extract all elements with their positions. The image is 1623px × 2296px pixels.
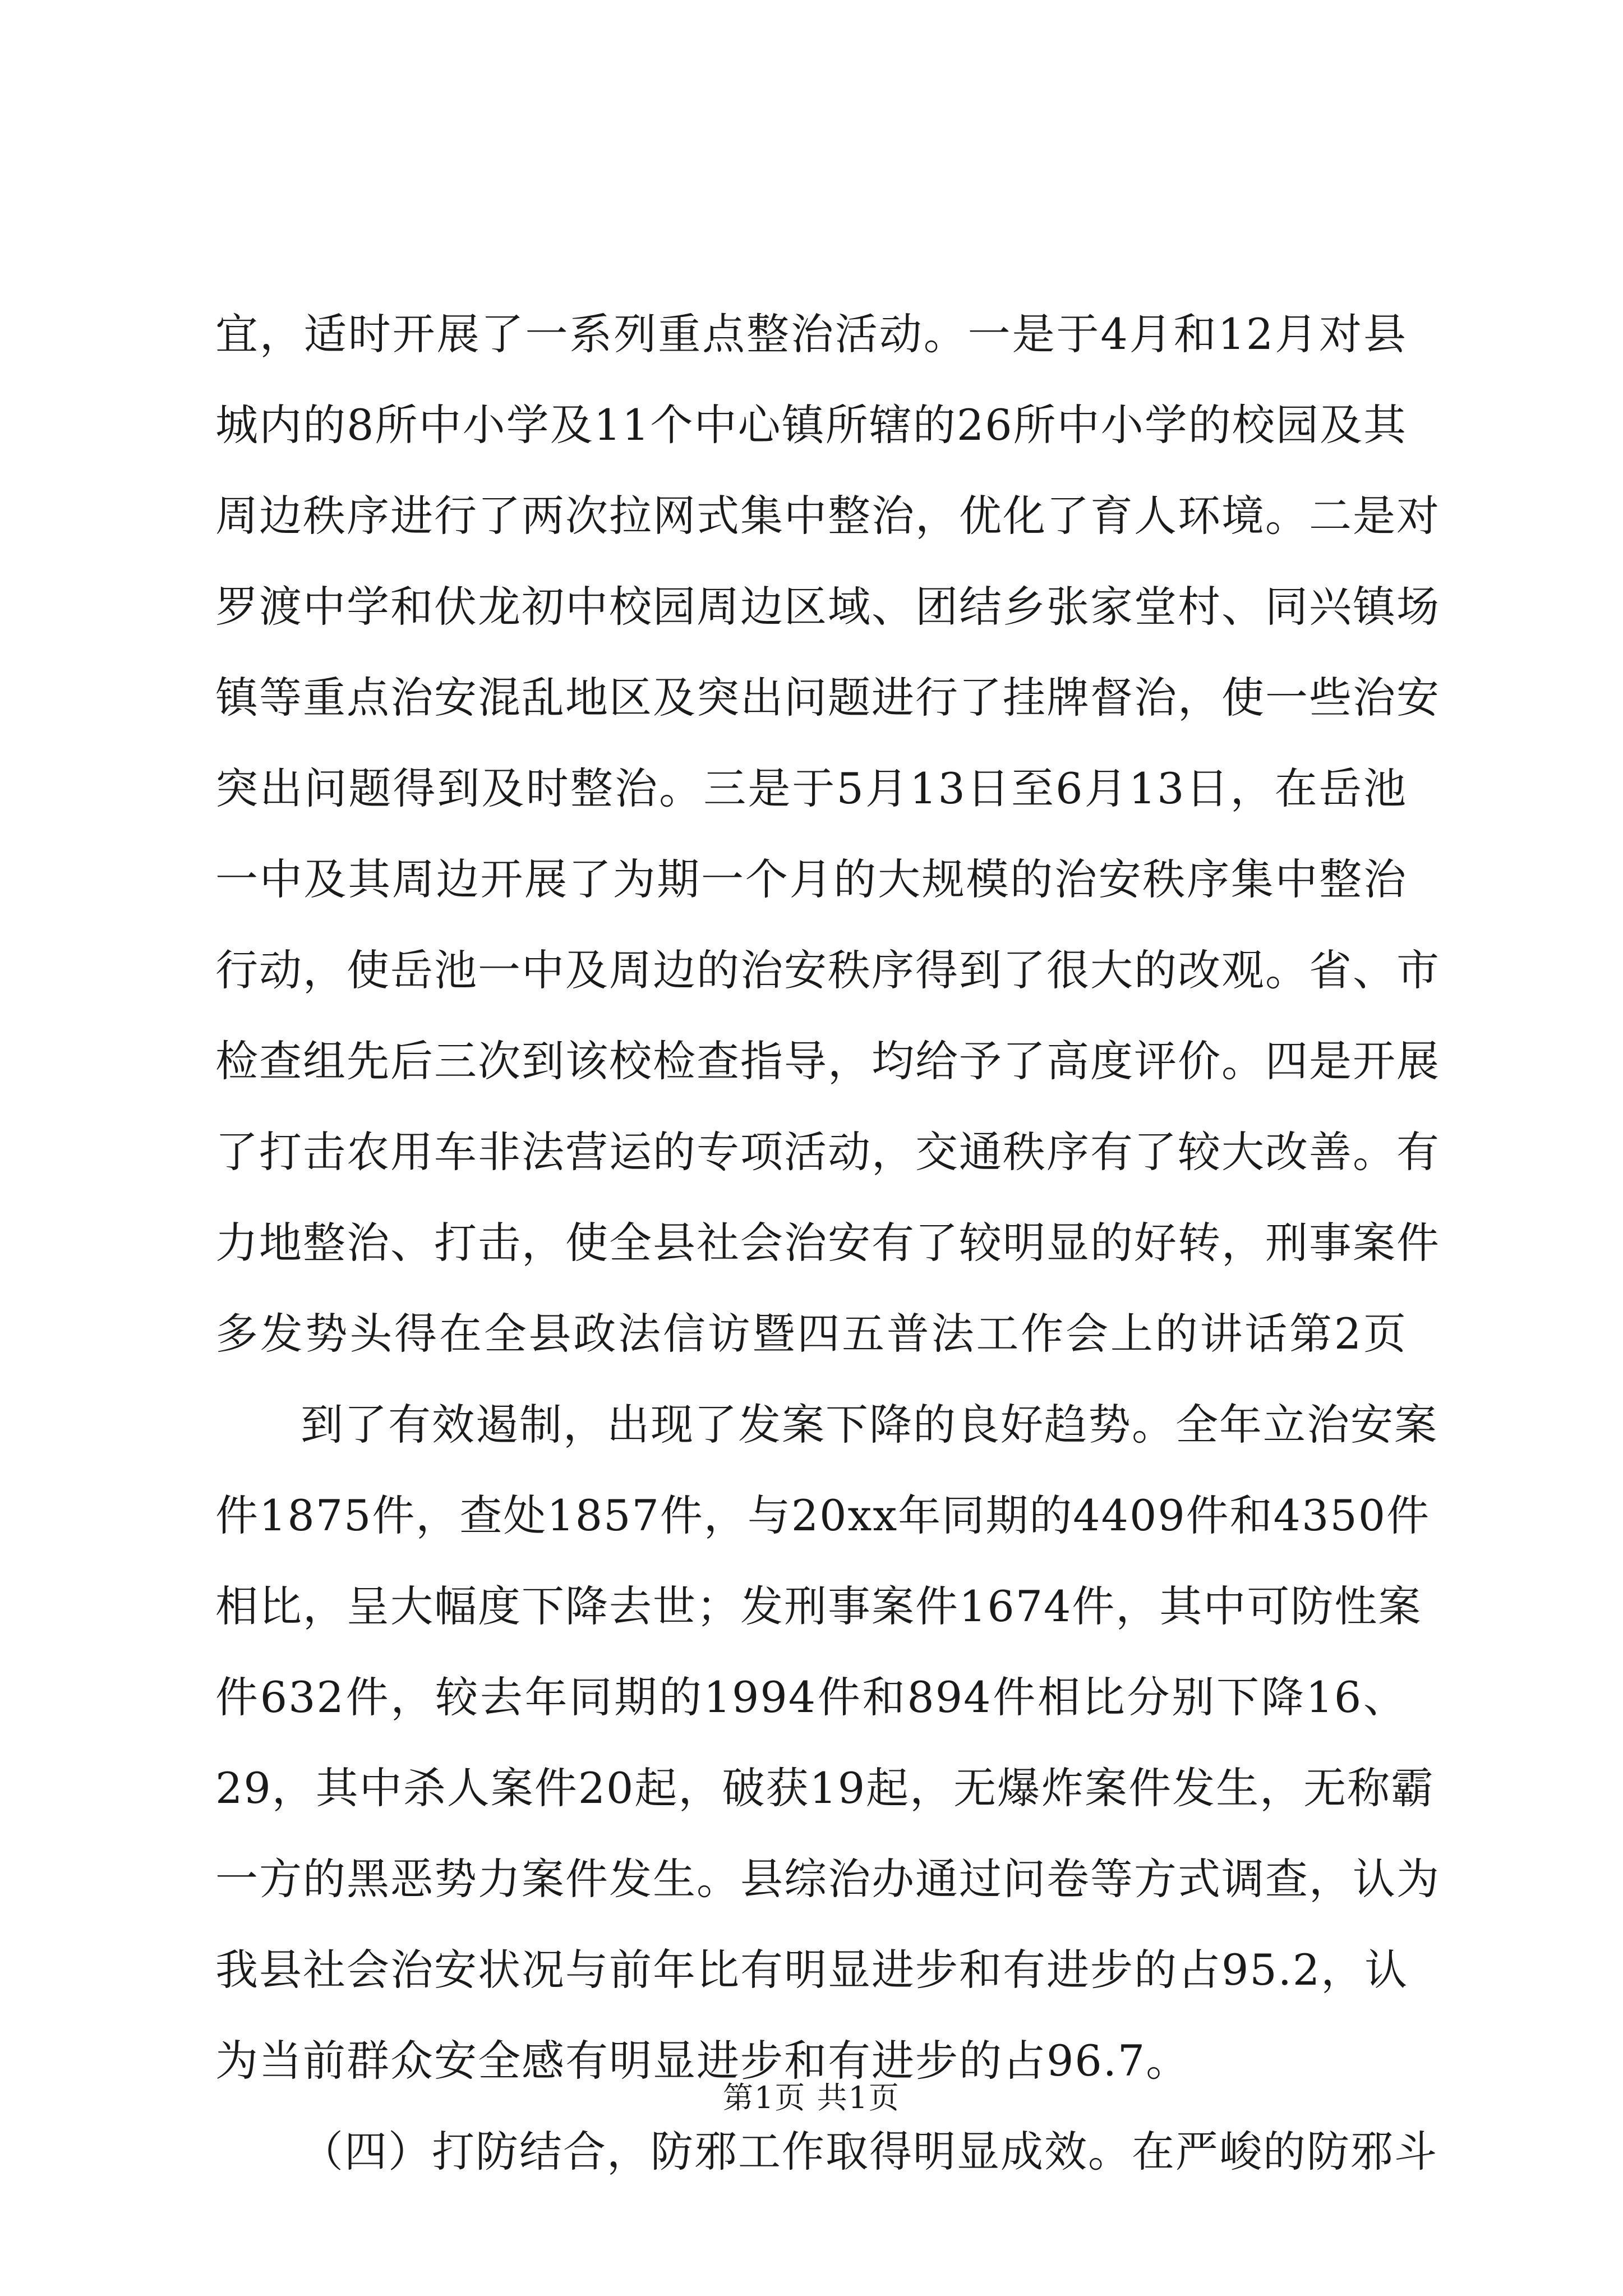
- text-line: 镇等重点治安混乱地区及突出问题进行了挂牌督治，使一些治安: [215, 673, 1440, 723]
- text-line: 一方的黑恶势力案件发生。县综治办通过问卷等方式调查，认为: [215, 1854, 1440, 1904]
- text-line: 力地整治、打击，使全县社会治安有了较明显的好转，刑事案件: [215, 1218, 1440, 1268]
- text-line: 一中及其周边开展了为期一个月的大规模的治安秩序集中整治: [215, 854, 1407, 904]
- section-heading-line: （四）打防结合，防邪工作取得明显成效。在严峻的防邪斗: [301, 2127, 1438, 2177]
- page-footer: [0, 2078, 1623, 2118]
- text-line: 相比，呈大幅度下降去世；发刑事案件1674件，其中可防性案: [215, 1581, 1422, 1631]
- paragraph-last-line: 为当前群众安全感有明显进步和有进步的占96.7。: [215, 2036, 1190, 2086]
- text-line: 检查组先后三次到该校检查指导，均给予了高度评价。四是开展: [215, 1036, 1440, 1086]
- text-line: 件632件，较去年同期的1994件和894件相比分别下降16、: [215, 1672, 1407, 1722]
- text-line: 城内的8所中小学及11个中心镇所辖的26所中小学的校园及其: [215, 400, 1407, 450]
- text-line: 行动，使岳池一中及周边的治安秩序得到了很大的改观。省、市: [215, 945, 1440, 995]
- text-line: 了打击农用车非法营运的专项活动，交通秩序有了较大改善。有: [215, 1127, 1440, 1177]
- text-line: 宜，适时开展了一系列重点整治活动。一是于4月和12月对县: [215, 309, 1407, 359]
- page-indicator: 第1页 共1页: [723, 2080, 900, 2115]
- text-line: 罗渡中学和伏龙初中校园周边区域、团结乡张家堂村、同兴镇场: [215, 582, 1440, 632]
- text-line: 周边秩序进行了两次拉网式集中整治，优化了育人环境。二是对: [215, 491, 1440, 541]
- text-line: 多发势头得在全县政法信访暨四五普法工作会上的讲话第2页: [215, 1309, 1407, 1359]
- text-line: 突出问题得到及时整治。三是于5月13日至6月13日，在岳池: [215, 763, 1407, 813]
- text-line: 件1875件，查处1857件，与20xx年同期的4409件和4350件: [215, 1490, 1431, 1540]
- paragraph-first-line: 到了有效遏制，出现了发案下降的良好趋势。全年立治安案: [301, 1400, 1438, 1450]
- document-body: [215, 289, 1440, 2197]
- text-line: 29，其中杀人案件20起，破获19起，无爆炸案件发生，无称霸: [215, 1763, 1435, 1813]
- text-line: 我县社会治安状况与前年比有明显进步和有进步的占95.2，认: [215, 1945, 1409, 1995]
